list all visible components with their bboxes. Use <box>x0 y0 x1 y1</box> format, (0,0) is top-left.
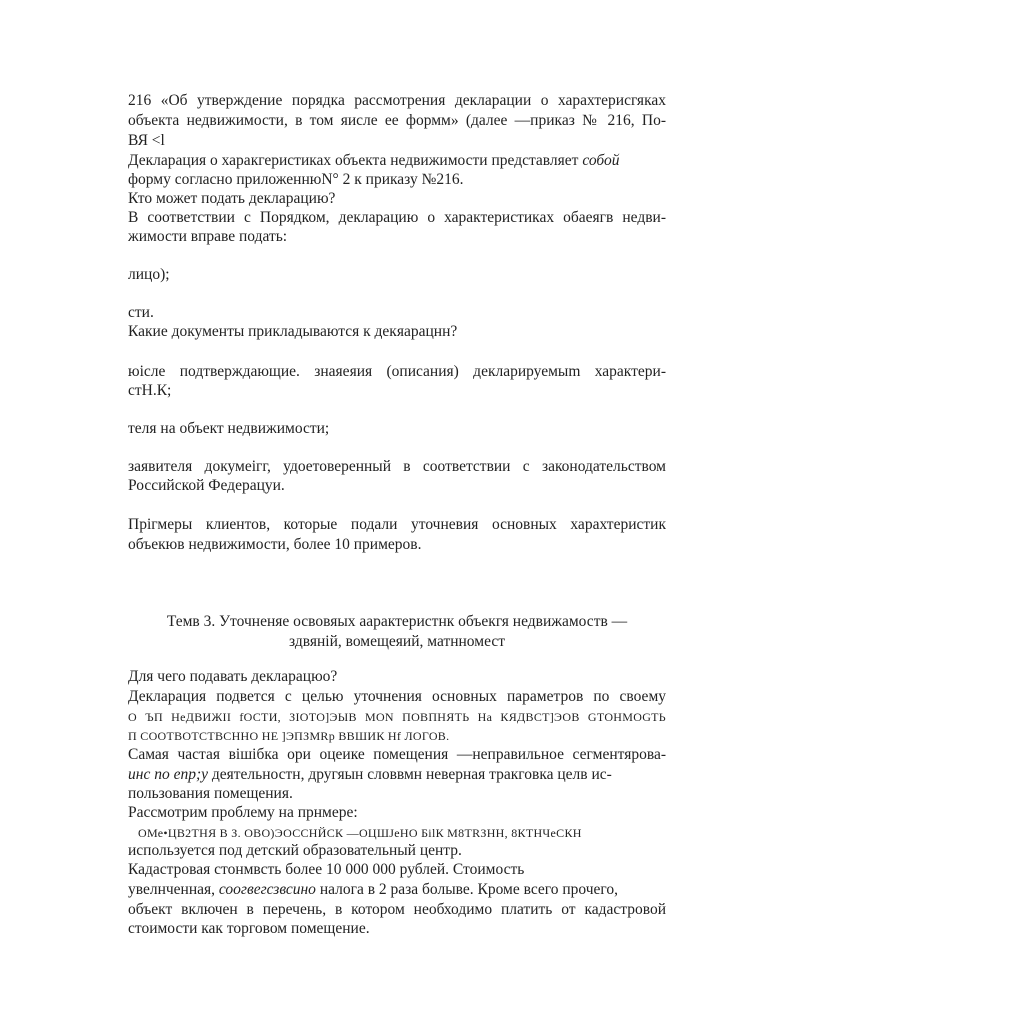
text-line: стН.К; <box>128 382 172 399</box>
text-line: объекюв недвижимости, более 10 примеров. <box>128 536 422 553</box>
text-fragment: Декларация о харакгеристиках объекта недвижимости представляет <box>128 152 583 169</box>
text-line: Российской Федерацуи. <box>128 477 285 494</box>
italic-fragment: соогвегсзвсино <box>218 881 316 898</box>
text-line: ОМе•ЦВ2ТНЯ В З. ОВО)ЭОССНЙСК —ОЦШJеНО БilК М8ТRЗНН, 8КТНЧеСКН <box>138 826 582 840</box>
text-fragment: налога в 2 раза болыве. Кроме всего прочего, <box>315 881 619 898</box>
question-heading: Кто может подать декларацию? <box>128 190 336 207</box>
text-line: объекта недвижимости, в том яисле ее формм» (далее —приказ № 216, По- <box>128 112 666 129</box>
text-line: О ЪП НеДВИЖІІ fОСТИ, ЗIОТО]ЭЫВ МОN ПОВПНЯТЬ На КЯДВСТ]ЭОВ GТОНМОGТЬ <box>128 710 666 724</box>
text-line: Рассмотрим проблему на прнмере: <box>128 804 358 821</box>
section-title-continued: здвяній, вомещеяий, матнномест <box>289 633 505 650</box>
text-line: объект включен в перечень, в котором необходимо платить от кадастровой <box>128 901 666 918</box>
text-line: юісле подтверждающие. знаяеяия (описания) декларируемыm характери- <box>128 363 666 380</box>
question-heading: Для чего подавать декларацюо? <box>128 668 338 685</box>
text-line: Прігмеры клиентов, которые подали уточневия основных харахтеристик <box>128 516 666 533</box>
section-title: Темв 3. Уточненяе освовяых аарактеристнк объекгя недвижамоств — <box>166 613 628 630</box>
italic-fragment: собой <box>582 152 620 169</box>
text-line: Кадастровая стонмвсть более 10 000 000 рублей. Стоимость <box>128 861 525 878</box>
text-line: лицо); <box>128 266 170 283</box>
text-line: форму согласно приложеннюN° 2 к приказу №216. <box>128 171 464 188</box>
text-line: заявителя докумеігг, удоетоверенный в соответствии с законодательством <box>128 458 666 475</box>
question-heading: Какие документы прикладываются к декяарацнн? <box>128 323 458 340</box>
text-line: 216 «Об утверждение порядка рассмотрения декларации о харахтерисгяках <box>128 92 666 109</box>
text-line <box>128 151 666 171</box>
text-line <box>128 765 666 785</box>
text-line: стоимости как торговом помещение. <box>128 920 370 937</box>
text-fragment: увелнченная, <box>128 881 219 898</box>
text-line: жимости вправе подать: <box>128 228 288 245</box>
text-line <box>128 880 666 900</box>
text-line: сти. <box>128 304 154 321</box>
text-line: теля на объект недвижимости; <box>128 420 330 437</box>
italic-fragment: инс по епр;у <box>128 766 208 783</box>
text-line: П СООТВОТСТВСННО НЕ ]ЭПЗМRр ВВШИК Нf ЛОГОВ. <box>128 729 450 743</box>
text-line: пользования помещения. <box>128 785 293 802</box>
text-line: Самая частая вішібка ори оцеике помещения —неправильное сегментярова- <box>128 746 666 763</box>
text-line: В соответствии с Порядком, декларацию о характеристиках обаеягв недви- <box>128 209 666 226</box>
text-line: используется под детский образовательный центр. <box>128 842 462 859</box>
text-line: ВЯ <l <box>128 132 165 149</box>
text-fragment: деятельностн, другяын словвмн неверная тракговка целв ис- <box>208 766 612 783</box>
text-line: Декларация подвется с целью уточнения основных параметров по своему <box>128 688 666 705</box>
